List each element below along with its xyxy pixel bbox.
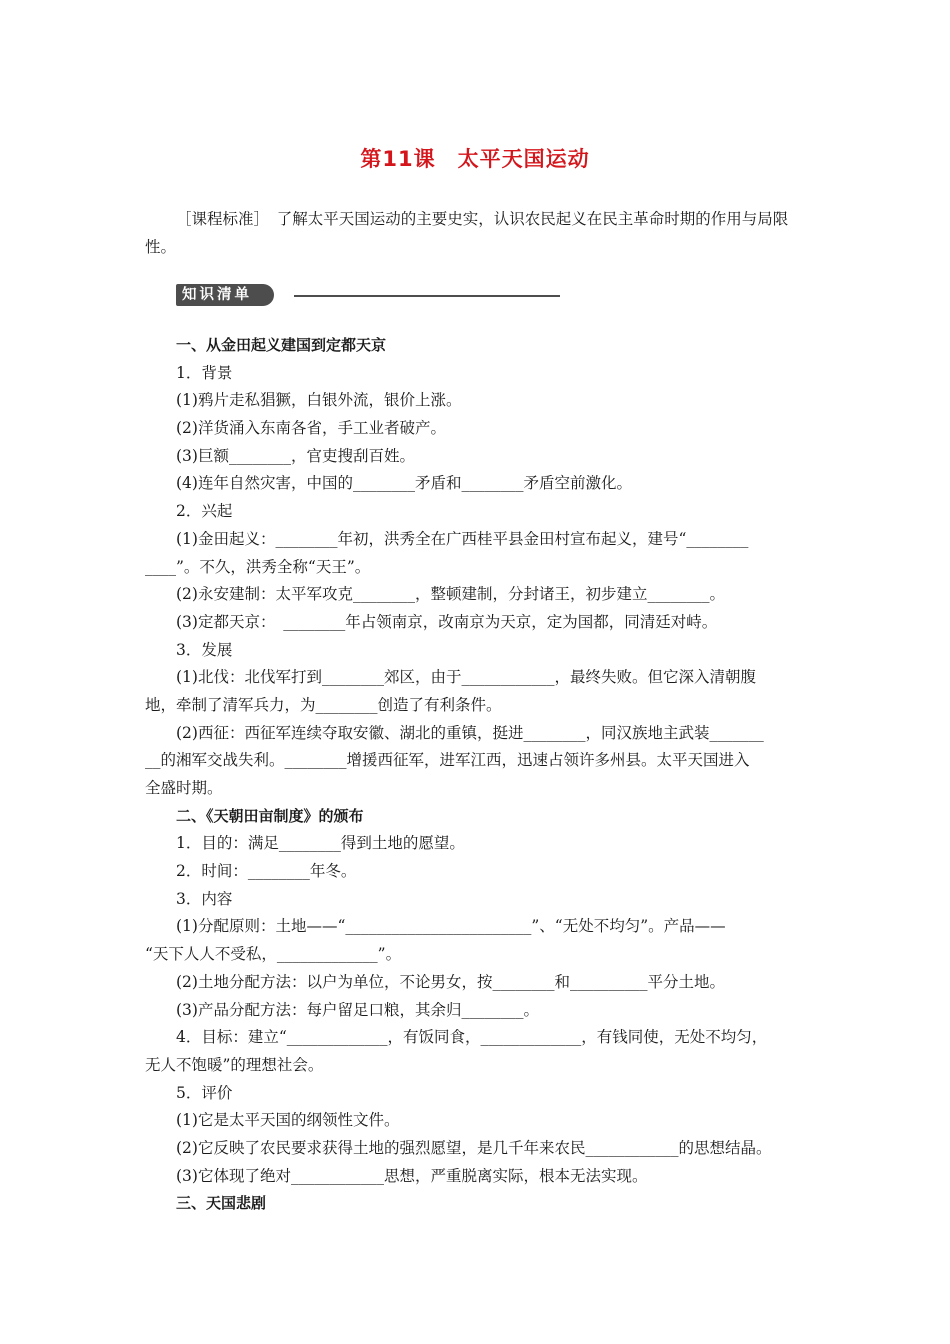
text-line: (2)永安建制：太平军攻克________，整顿建制，分封诸王，初步建立________。 xyxy=(176,585,725,604)
text-line: (3)它体现了绝对____________思想，严重脱离实际，根本无法实现。 xyxy=(176,1166,648,1185)
knowledge-list-banner xyxy=(176,282,560,308)
text-line: 全盛时期。 xyxy=(145,779,223,797)
text-line: “天下人人不受私，_____________”。 xyxy=(145,945,402,964)
text-line: (3)产品分配方法：每户留足口粮，其余归________。 xyxy=(176,1000,539,1019)
text-line: (1)鸦片走私猖獗，白银外流，银价上涨。 xyxy=(176,391,462,410)
text-line: (3)巨额________，官吏搜刮百姓。 xyxy=(176,446,415,465)
text-line: ____”。不久，洪秀全称“天王”。 xyxy=(145,557,371,576)
text-line: (4)连年自然灾害，中国的________矛盾和________矛盾空前激化。 xyxy=(176,474,632,493)
section-heading: 三、天国悲剧 xyxy=(176,1194,267,1213)
text-line: (2)西征：西征军连续夺取安徽、湖北的重镇，挺进________，同汉族地主武装_______ xyxy=(176,723,764,742)
text-line: 2．时间：________年冬。 xyxy=(176,862,357,881)
text-line: (1)北伐：北伐军打到________郊区，由于____________，最终失败。但它深入清朝腹 xyxy=(176,668,756,687)
text-line: (1)金田起义：________年初，洪秀全在广西桂平县金田村宣布起义，建号“________ xyxy=(176,529,749,548)
section-heading: 二、《天朝田亩制度》的颁布 xyxy=(176,806,364,825)
subsection-heading: 1．背景 xyxy=(176,363,233,382)
text-line: __的湘军交战失利。________增援西征军，进军江西，迅速占领许多州县。太平天国进入 xyxy=(145,751,750,770)
section-heading: 一、从金田起义建国到定都天京 xyxy=(176,336,387,354)
text-line: (2)土地分配方法：以户为单位，不论男女，按________和__________平分土地。 xyxy=(176,972,725,991)
text-line: (3)定都天京： ________年占领南京，改南京为天京，定为国都，同清廷对峙。 xyxy=(176,612,718,631)
text-line: 地，牵制了清军兵力，为________创造了有利条件。 xyxy=(145,695,502,714)
text-line: 1．目的：满足________得到土地的愿望。 xyxy=(176,834,465,853)
subsection-heading: 3．发展 xyxy=(176,640,233,659)
text-line: (1)它是太平天国的纲领性文件。 xyxy=(176,1111,400,1130)
banner-rule xyxy=(294,295,560,297)
text-line: (2)它反映了农民要求获得土地的强烈愿望，是几千年来农民____________的思想结晶。 xyxy=(176,1138,772,1157)
text-line: 4．目标：建立“_____________，有饭同食，_____________，有钱同使，无处不均匀， xyxy=(176,1028,768,1047)
text-line: (2)洋货涌入东南各省，手工业者破产。 xyxy=(176,419,446,438)
content-body xyxy=(145,332,815,1218)
subsection-heading: 5．评价 xyxy=(176,1083,233,1102)
course-standard: ［课程标准］ 了解太平天国运动的主要史实，认识农民起义在民主革命时期的作用与局限性。 xyxy=(145,210,789,256)
subsection-heading: 2．兴起 xyxy=(176,502,233,521)
page-title: 第11课 太平天国运动 xyxy=(360,147,590,171)
subsection-heading: 3．内容 xyxy=(176,889,233,908)
dot-icon xyxy=(274,290,284,300)
text-line: (1)分配原则：土地——“________________________”、“无处不均匀”。产品—— xyxy=(176,917,726,936)
banner-label: 知识清单 xyxy=(176,284,274,306)
text-line: 无人不饱暖”的理想社会。 xyxy=(145,1055,324,1074)
